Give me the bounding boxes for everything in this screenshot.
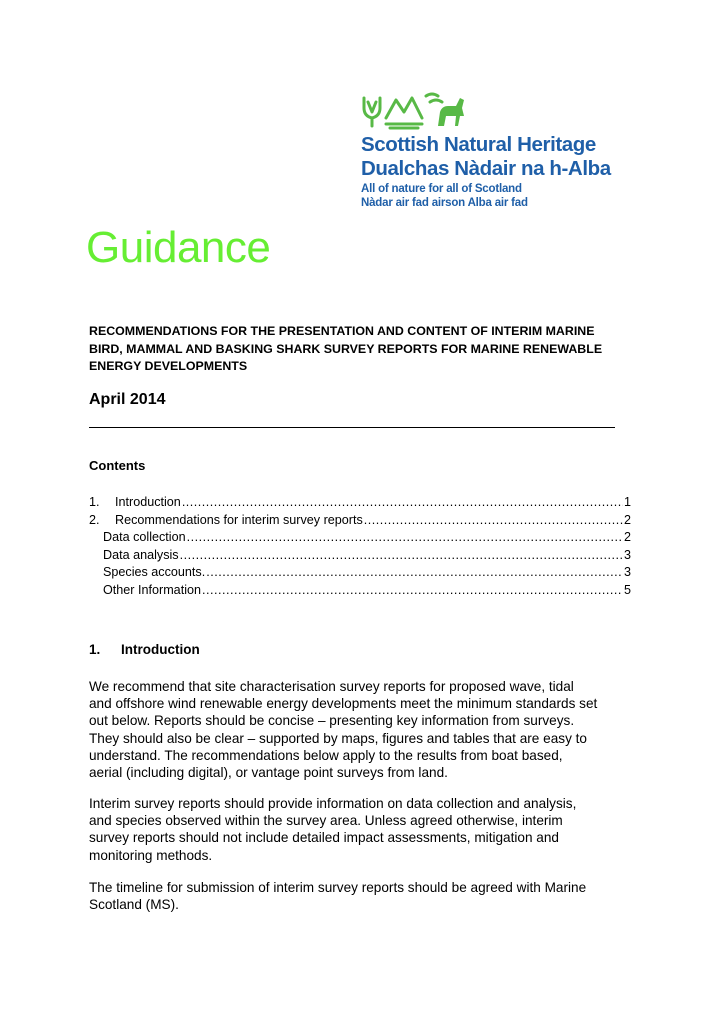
paragraph-line: We recommend that site characterisation survey reports for proposed wave, tidal xyxy=(89,679,574,694)
toc-entry-number: 2. xyxy=(89,512,100,527)
toc-dot-leader xyxy=(206,565,623,579)
snh-logo-mark-icon xyxy=(360,88,470,130)
toc-entry-recommendations[interactable] xyxy=(89,513,631,531)
toc-entry-page: 5 xyxy=(623,582,631,597)
logo-name-english: Scottish Natural Heritage xyxy=(361,133,596,156)
toc-entry-label: Species accounts. xyxy=(103,565,206,579)
toc-dot-leader xyxy=(202,583,623,597)
logo-tagline-gaelic: Nàdar air fad airson Alba air fad xyxy=(361,197,528,209)
toc-dot-leader xyxy=(180,548,623,562)
paragraph-line: and offshore wind renewable energy developments meet the minimum standards set xyxy=(89,696,598,712)
intro-paragraph-2 xyxy=(89,795,649,864)
paragraph-line: The timeline for submission of interim survey reports should be agreed with Marine xyxy=(89,880,587,895)
paragraph-line: Interim survey reports should provide information on data collection and analysis, xyxy=(89,796,577,811)
toc-entry-label: Introduction xyxy=(115,495,181,509)
logo-name-gaelic: Dualchas Nàdair na h-Alba xyxy=(361,157,611,180)
section-number: 1. xyxy=(89,642,101,657)
toc-entry-label: Data analysis xyxy=(103,547,179,562)
logo-tagline-english: All of nature for all of Scotland xyxy=(361,183,522,195)
toc-entry-page: 3 xyxy=(623,565,631,579)
intro-paragraph-3 xyxy=(89,879,649,913)
snh-logo xyxy=(360,88,640,218)
paragraph-line: They should also be clear – supported by maps, figures and tables that are easy to xyxy=(89,730,587,746)
toc-entry-page: 2 xyxy=(623,512,631,527)
toc-dot-leader xyxy=(182,495,623,509)
toc-entry-label: Other Information xyxy=(103,582,201,597)
table-of-contents xyxy=(89,495,631,600)
paragraph-line: monitoring methods. xyxy=(89,847,213,863)
toc-dot-leader xyxy=(364,513,623,527)
toc-dot-leader xyxy=(187,530,623,544)
contents-heading: Contents xyxy=(89,458,146,473)
intro-paragraph-1 xyxy=(89,678,649,781)
toc-entry-introduction[interactable] xyxy=(89,495,631,513)
toc-entry-label: Recommendations for interim survey reports xyxy=(115,512,363,527)
title-divider xyxy=(89,427,615,428)
toc-entry-data-analysis[interactable] xyxy=(89,548,631,566)
paragraph-line: understand. The recommendations below apply to the results from boat based, xyxy=(89,747,563,763)
toc-entry-page: 2 xyxy=(623,530,631,544)
document-type-heading: Guidance xyxy=(86,223,271,272)
toc-entry-number: 1. xyxy=(89,495,100,509)
paragraph-line: and species observed within the survey area. Unless agreed otherwise, interim xyxy=(89,813,563,829)
report-title: RECOMMENDATIONS FOR THE PRESENTATION AND CONTENT OF INTERIM MARINE BIRD, MAMMAL AND BASKING SHARK SURVEY REPORTS FOR MARINE RENEWABLE ENERGY DEVELOPMENTS xyxy=(89,324,603,373)
toc-entry-page: 3 xyxy=(623,547,631,562)
toc-entry-data-collection[interactable] xyxy=(89,530,631,548)
section-title: Introduction xyxy=(121,642,200,657)
publication-date: April 2014 xyxy=(89,391,166,408)
toc-entry-species-accounts[interactable] xyxy=(89,565,631,583)
toc-entry-other-information[interactable] xyxy=(89,583,631,601)
paragraph-line: Scotland (MS). xyxy=(89,897,179,913)
paragraph-line: survey reports should not include detailed impact assessments, mitigation and xyxy=(89,830,559,846)
toc-entry-label: Data collection xyxy=(103,530,186,544)
toc-entry-page: 1 xyxy=(623,495,631,509)
paragraph-line: aerial (including digital), or vantage point surveys from land. xyxy=(89,765,448,781)
paragraph-line: out below. Reports should be concise – presenting key information from surveys. xyxy=(89,713,575,729)
section-heading-introduction xyxy=(89,643,200,657)
